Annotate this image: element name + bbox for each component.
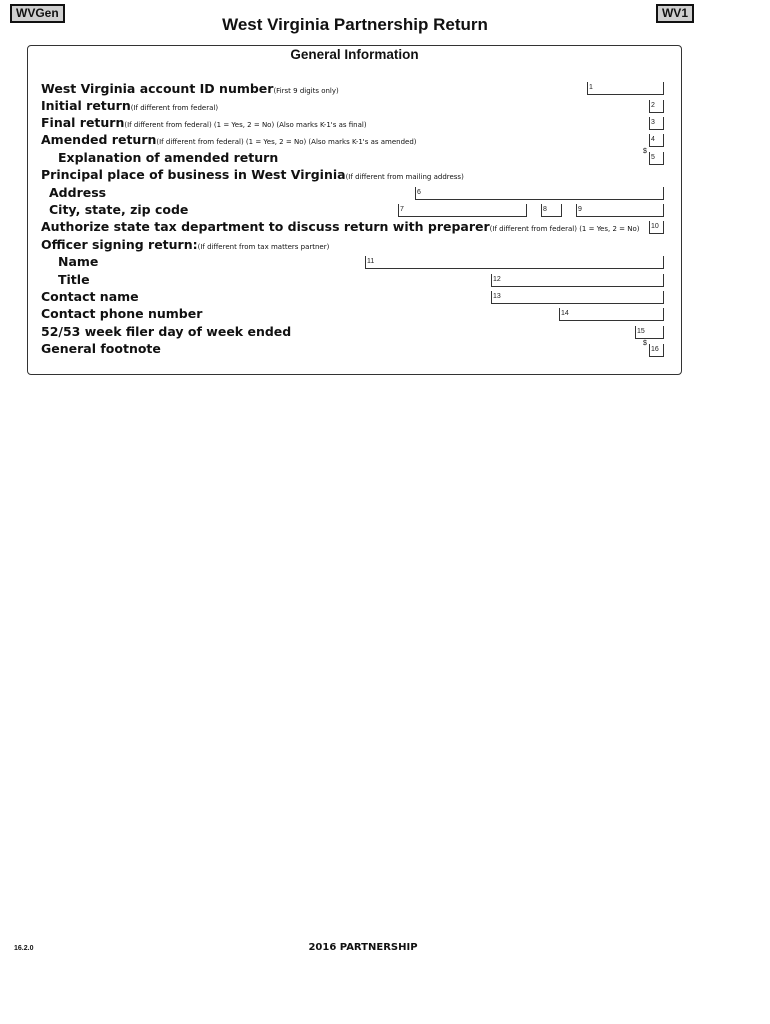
row-principal-place — [41, 166, 464, 183]
dollar-sign-icon: $ — [643, 148, 647, 155]
row-city-state-zip — [49, 201, 188, 218]
field-8-state[interactable]: 8 — [541, 204, 562, 217]
row-note: (If different from federal) — [130, 104, 219, 112]
row-label: 52/53 week filer day of week ended — [41, 324, 292, 339]
page-title: West Virginia Partnership Return — [222, 15, 488, 34]
row-note: (If different from federal) (1 = Yes, 2 = No) (Also marks K-1's as amended) — [156, 138, 417, 146]
row-authorize-preparer — [41, 218, 639, 235]
row-label: Explanation of amended return — [58, 150, 279, 165]
row-contact-phone — [41, 305, 202, 322]
row-label: General footnote — [41, 341, 161, 356]
form-id-tag: WV1 — [656, 4, 694, 23]
row-label: Address — [49, 185, 107, 200]
row-note: (If different from tax matters partner) — [197, 243, 330, 251]
form-year-label: 2016 PARTNERSHIP — [308, 942, 418, 953]
version-label: 16.2.0 — [14, 945, 34, 952]
field-1-account-id[interactable]: 1 — [587, 82, 664, 95]
field-7-city[interactable]: 7 — [398, 204, 527, 217]
row-label: City, state, zip code — [49, 202, 189, 217]
row-note: (If different from federal) (1 = Yes, 2 = No) — [489, 225, 640, 233]
row-account-id — [41, 80, 339, 97]
field-4-amended-return[interactable]: 4 — [649, 134, 664, 147]
row-label: Initial return — [41, 98, 131, 113]
row-address — [49, 184, 106, 201]
field-3-final-return[interactable]: 3 — [649, 117, 664, 130]
row-label: Name — [58, 254, 99, 269]
row-general-footnote — [41, 340, 161, 357]
dollar-sign-icon: $ — [643, 340, 647, 347]
field-14-contact-phone[interactable]: 14 — [559, 308, 664, 321]
row-label: Officer signing return: — [41, 237, 198, 252]
row-note: (First 9 digits only) — [273, 87, 339, 95]
row-note: (If different from federal) (1 = Yes, 2 = No) (Also marks K-1's as final) — [124, 121, 367, 129]
row-week-ended — [41, 323, 291, 340]
row-label: Final return — [41, 115, 125, 130]
field-6-address[interactable]: 6 — [415, 187, 664, 200]
row-label: Contact name — [41, 289, 139, 304]
field-15-week-ended[interactable]: 15 — [635, 326, 664, 339]
row-contact-name — [41, 288, 139, 305]
row-officer-signing — [41, 236, 329, 253]
field-5-amended-explanation[interactable]: 5 — [649, 152, 664, 165]
field-2-initial-return[interactable]: 2 — [649, 100, 664, 113]
field-16-general-footnote[interactable]: 16 — [649, 344, 664, 357]
form-code-tag: WVGen — [10, 4, 65, 23]
row-amended-return — [41, 131, 417, 148]
row-label: Amended return — [41, 132, 157, 147]
row-label: Authorize state tax department to discuss return with preparer — [41, 219, 490, 234]
field-11-officer-name[interactable]: 11 — [365, 256, 664, 269]
row-label: West Virginia account ID number — [41, 81, 274, 96]
row-officer-name — [58, 253, 98, 270]
general-information-section — [27, 45, 682, 375]
field-13-contact-name[interactable]: 13 — [491, 291, 664, 304]
section-title: General Information — [290, 47, 419, 62]
row-officer-title — [58, 271, 90, 288]
row-note: (If different from mailing address) — [345, 173, 464, 181]
row-label: Title — [58, 272, 90, 287]
row-label: Contact phone number — [41, 306, 203, 321]
field-12-officer-title[interactable]: 12 — [491, 274, 664, 287]
row-final-return — [41, 114, 367, 131]
field-10-authorize-preparer[interactable]: 10 — [649, 221, 664, 234]
row-label: Principal place of business in West Virginia — [41, 167, 346, 182]
row-amended-explanation — [58, 149, 278, 166]
row-initial-return — [41, 97, 218, 114]
field-9-zip[interactable]: 9 — [576, 204, 664, 217]
